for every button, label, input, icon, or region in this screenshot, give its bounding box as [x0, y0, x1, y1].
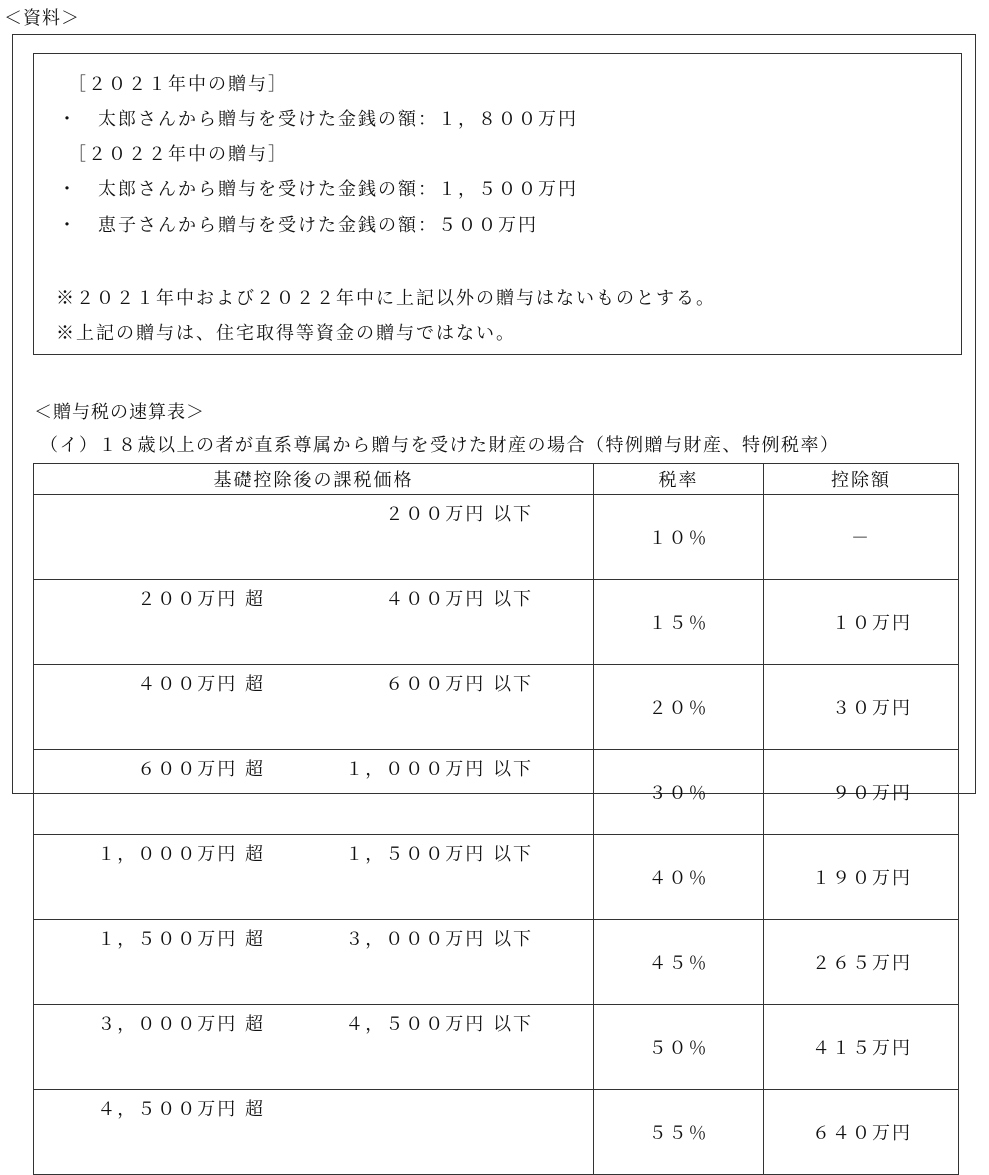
range-lower: ６００万円 超 [137, 759, 265, 780]
deduction: ９０万円 [764, 750, 959, 835]
gift-details-box [33, 53, 962, 355]
table-row [34, 1005, 959, 1090]
tax-rate: ５０％ [594, 1005, 764, 1090]
year-2021-heading: ［２０２１年中の贈与］ [68, 74, 288, 95]
table-row [34, 665, 959, 750]
note-no-other-gifts: ※２０２１年中および２０２２年中に上記以外の贈与はないものとする。 [56, 288, 716, 309]
range-upper: ４００万円 以下 [385, 589, 533, 610]
gift-tax-quick-table [33, 463, 959, 1175]
tax-table-section-title: ＜贈与税の速算表＞ [34, 402, 205, 423]
range-upper: １，０００万円 以下 [345, 759, 533, 780]
taxable-value-range [34, 920, 594, 1005]
table-row [34, 495, 959, 580]
gift-item-2022-taro: ・ 太郎さんから贈与を受けた金銭の額：１，５００万円 [58, 179, 578, 200]
range-lower: １，５００万円 超 [97, 929, 265, 950]
document-heading: ＜資料＞ [4, 8, 80, 29]
table-row [34, 835, 959, 920]
taxable-value-range [34, 665, 594, 750]
tax-rate: ５５％ [594, 1090, 764, 1175]
range-lower: ４，５００万円 超 [97, 1099, 265, 1120]
range-upper: ６００万円 以下 [385, 674, 533, 695]
range-upper: ４，５００万円 以下 [345, 1014, 533, 1035]
deduction: ２６５万円 [764, 920, 959, 1005]
tax-table-subtitle: （イ）１８歳以上の者が直系尊属から贈与を受けた財産の場合（特例贈与財産、特例税率） [40, 435, 840, 456]
deduction: ３０万円 [764, 665, 959, 750]
gift-item-2022-keiko: ・ 恵子さんから贈与を受けた金銭の額：５００万円 [58, 215, 538, 236]
table-row [34, 1090, 959, 1175]
range-upper: １，５００万円 以下 [345, 844, 533, 865]
deduction: １９０万円 [764, 835, 959, 920]
header-tax-rate: 税率 [594, 464, 764, 495]
header-taxable-value: 基礎控除後の課税価格 [34, 464, 594, 495]
taxable-value-range [34, 580, 594, 665]
taxable-value-range [34, 1005, 594, 1090]
tax-rate: ４５％ [594, 920, 764, 1005]
tax-rate: １０％ [594, 495, 764, 580]
tax-rate: １５％ [594, 580, 764, 665]
range-lower: ２００万円 超 [137, 589, 265, 610]
header-deduction: 控除額 [764, 464, 959, 495]
table-row [34, 580, 959, 665]
year-2022-heading: ［２０２２年中の贈与］ [68, 144, 288, 165]
tax-rate: ２０％ [594, 665, 764, 750]
deduction: － [764, 495, 959, 580]
taxable-value-range [34, 495, 594, 580]
taxable-value-range [34, 835, 594, 920]
range-upper: ３，０００万円 以下 [345, 929, 533, 950]
range-upper: ２００万円 以下 [385, 504, 533, 525]
taxable-value-range [34, 750, 594, 835]
range-lower: １，０００万円 超 [97, 844, 265, 865]
tax-rate: ４０％ [594, 835, 764, 920]
note-not-housing-funds: ※上記の贈与は、住宅取得等資金の贈与ではない。 [56, 323, 516, 344]
deduction: １０万円 [764, 580, 959, 665]
range-lower: ４００万円 超 [137, 674, 265, 695]
deduction: ４１５万円 [764, 1005, 959, 1090]
deduction: ６４０万円 [764, 1090, 959, 1175]
gift-item-2021-taro: ・ 太郎さんから贈与を受けた金銭の額：１，８００万円 [58, 109, 578, 130]
table-header-row [34, 464, 959, 495]
table-row [34, 920, 959, 1005]
taxable-value-range [34, 1090, 594, 1175]
range-lower: ３，０００万円 超 [97, 1014, 265, 1035]
tax-rate: ３０％ [594, 750, 764, 835]
table-row [34, 750, 959, 835]
